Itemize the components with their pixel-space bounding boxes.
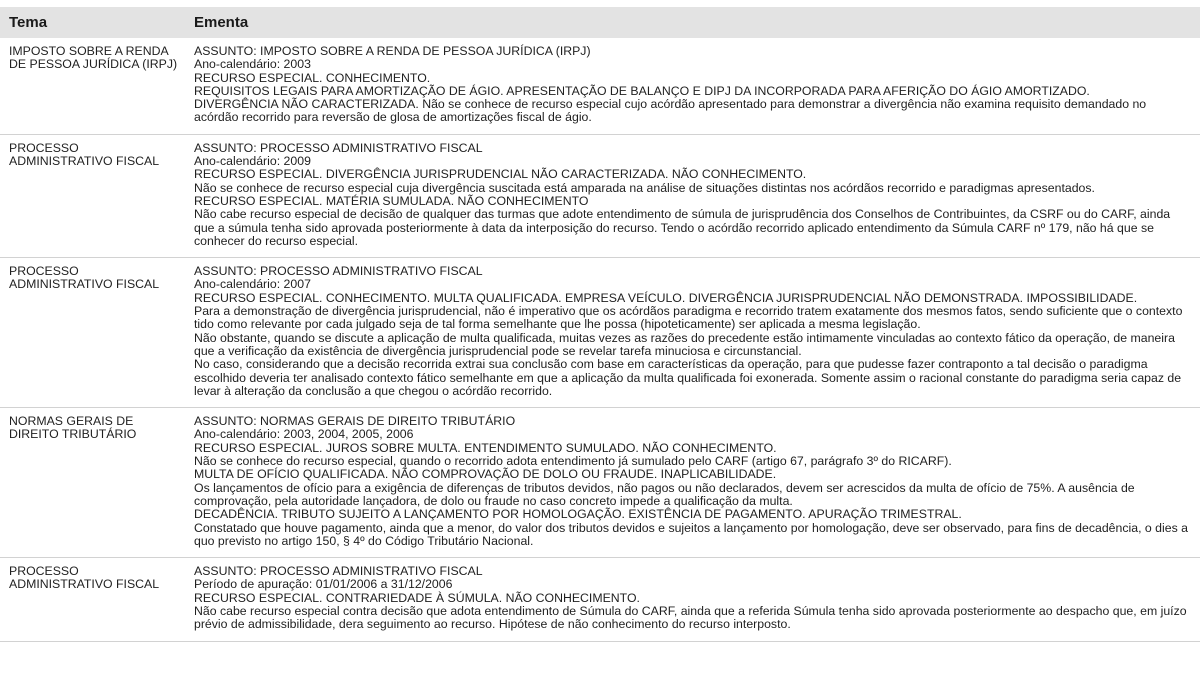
ementa-line: Período de apuração: 01/01/2006 a 31/12/2006 [194,577,453,592]
ementa-line: ASSUNTO: PROCESSO ADMINISTRATIVO FISCAL [194,264,483,279]
header-ementa[interactable]: Ementa [194,14,249,31]
ementa-line: ASSUNTO: NORMAS GERAIS DE DIREITO TRIBUTÁRIO [194,414,516,429]
tema-cell: PROCESSO ADMINISTRATIVO FISCAL [9,264,160,292]
ementa-line: RECURSO ESPECIAL. DIVERGÊNCIA JURISPRUDENCIAL NÃO CARACTERIZADA. NÃO CONHECIMENTO. [194,167,807,182]
tema-cell: PROCESSO ADMINISTRATIVO FISCAL [9,140,160,169]
table-row [0,135,1200,258]
ementa-line: Ano-calendário: 2007 [194,277,311,292]
ementa-line: No caso, considerando que a decisão recorrida extrai sua conclusão com base em características da operação, para que pudesse fazer contraponto a tal decisão o paradigma escolhido deveria ter analisado contexto fático semelhante em que a aplicação da multa qualificada foi exonerada. Somente assim o racional constante do paradigma seria capaz de levar à alteração da conclusão a que chegou o acórdão recorrido. [194,357,1182,398]
ementa-line: DIVERGÊNCIA NÃO CARACTERIZADA. Não se conhece de recurso especial cujo acórdão apresentado para demonstrar a divergência não examina requisito demandado no acórdão recorrido para reversão de glosa de amortizações fiscal de ágio. [194,97,1147,125]
tema-cell: PROCESSO ADMINISTRATIVO FISCAL [9,564,160,592]
tema-cell: NORMAS GERAIS DE DIREITO TRIBUTÁRIO [9,414,137,442]
ementa-line: Ano-calendário: 2003 [194,57,311,72]
ementa-line: ASSUNTO: IMPOSTO SOBRE A RENDA DE PESSOA JURÍDICA (IRPJ) [194,44,591,58]
ementa-line: ASSUNTO: PROCESSO ADMINISTRATIVO FISCAL [194,140,483,155]
ementa-line: Não cabe recurso especial contra decisão que adota entendimento de Súmula do CARF, ainda que a referida Súmula tenha sido aprovada posteriormente ao despacho que, em juízo prévio de admissibilidade, dera seguimento ao recurso. Hipótese de não conhecimento do recurso interposto. [194,603,1187,632]
tema-cell: IMPOSTO SOBRE A RENDA DE PESSOA JURÍDICA (IRPJ) [9,44,178,72]
ementa-line: Não se conhece do recurso especial, quando o recorrido adota entendimento já sumulado pelo CARF (artigo 67, parágrafo 3º do RICARF). [194,454,952,469]
ementa-line: RECURSO ESPECIAL. JUROS SOBRE MULTA. ENTENDIMENTO SUMULADO. NÃO CONHECIMENTO. [194,440,777,455]
ementa-line: REQUISITOS LEGAIS PARA AMORTIZAÇÃO DE ÁGIO. APRESENTAÇÃO DE BALANÇO E DIPJ DA INCORPORADA PARA AFERIÇÃO DO ÁGIO AMORTIZADO. [194,83,1090,98]
table-row [0,38,1200,135]
ementa-cell [185,142,1200,248]
ementa-line: RECURSO ESPECIAL. CONHECIMENTO. MULTA QUALIFICADA. EMPRESA VEÍCULO. DIVERGÊNCIA JURISPRUDENCIAL NÃO DEMONSTRADA. IMPOSSIBILIDADE. [194,290,1138,305]
ementa-line: DECADÊNCIA. TRIBUTO SUJEITO A LANÇAMENTO POR HOMOLOGAÇÃO. EXISTÊNCIA DE PAGAMENTO. APURAÇÃO TRIMESTRAL. [194,507,962,522]
header-tema[interactable]: Tema [9,14,48,31]
ementa-line: Não obstante, quando se discute a aplicação de multa qualificada, muitas vezes as razões do precedente estão intimamente vinculadas ao contexto fático da operação, de maneira que a verificação da existência de divergência jurisprudencial pode se revelar tarefa minuciosa e circunstancial. [194,330,1175,358]
table-row [0,258,1200,408]
ementa-line: RECURSO ESPECIAL. MATÉRIA SUMULADA. NÃO CONHECIMENTO [194,193,589,208]
ementa-cell [185,45,1200,125]
ementa-table [0,7,1200,642]
table-row [0,408,1200,558]
ementa-line: Ano-calendário: 2003, 2004, 2005, 2006 [194,427,414,442]
ementa-line: Não cabe recurso especial de decisão de qualquer das turmas que adote entendimento de súmula de jurisprudência dos Conselhos de Contribuintes, da CSRF ou do CARF, ainda que a súmula tenha sido aprovada posteriormente à data da interposição do recurso. Tendo o acórdão recorrido aplicado entendimento da Súmula CARF nº 179, não há que se conhecer do recurso especial. [194,207,1171,248]
ementa-cell [185,265,1200,398]
table-header [0,7,1200,38]
ementa-line: Ano-calendário: 2009 [194,154,311,169]
ementa-line: Para a demonstração de divergência jurisprudencial, não é imperativo que os acórdãos paradigma e recorrido tratem exatamente dos mesmos fatos, sendo suficiente que o contexto tido como relevante por cada julgado seja de tal forma semelhante que lhe possa (hipoteticamente) ser aplicada a mesma legislação. [194,304,1183,332]
ementa-line: Não se conhece de recurso especial cuja divergência suscitada está amparada na análise de situações distintas nos acórdãos recorrido e paradigmas apresentados. [194,180,1095,195]
ementa-line: ASSUNTO: PROCESSO ADMINISTRATIVO FISCAL [194,564,483,579]
table-body [0,38,1200,642]
ementa-cell [185,565,1200,631]
table-row [0,558,1200,641]
ementa-line: RECURSO ESPECIAL. CONTRARIEDADE À SÚMULA. NÃO CONHECIMENTO. [194,590,640,605]
ementa-line: MULTA DE OFÍCIO QUALIFICADA. NÃO COMPROVAÇÃO DE DOLO OU FRAUDE. INAPLICABILIDADE. [194,467,777,482]
ementa-line: Os lançamentos de ofício para a exigência de diferenças de tributos devidos, não pagos ou não declarados, devem ser acrescidos da multa de ofício de 75%. A ausência de comprovação, pela autoridade lançadora, de dolo ou fraude no caso concreto impede a qualificação da multa. [194,480,1135,508]
ementa-cell [185,415,1200,548]
ementa-line: RECURSO ESPECIAL. CONHECIMENTO. [194,70,431,85]
ementa-line: Constatado que houve pagamento, ainda que a menor, do valor dos tributos devidos e sujeitos a lançamento por homologação, deve ser observado, para fins de decadência, o dies a quo previsto no artigo 150, § 4º do Código Tributário Nacional. [194,520,1188,548]
